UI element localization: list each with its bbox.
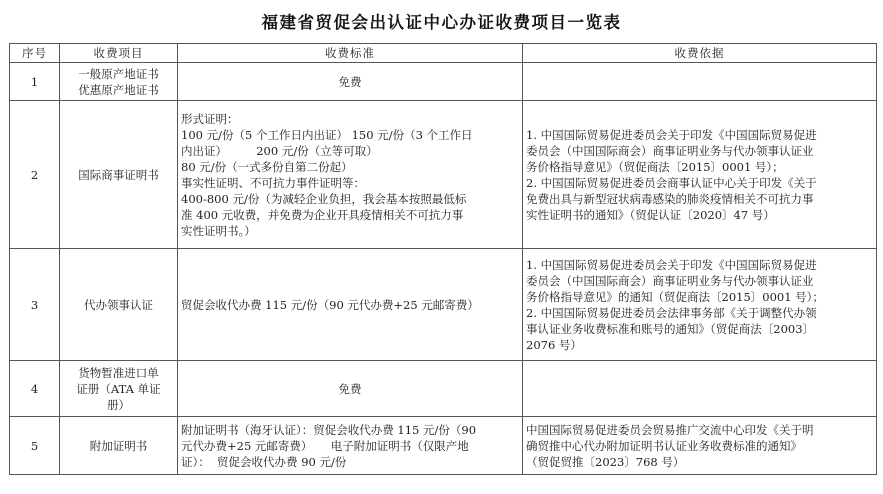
- fee-standard-line: 100 元/份（5 个工作日内出证） 150 元/份（3 个工作日: [181, 127, 473, 142]
- fee-standard-line: 贸促会收代办费 115 元/份（90 元代办费+25 元邮寄费）: [181, 297, 479, 312]
- fee-basis: [523, 101, 877, 249]
- fee-standard-line: 证）： 贸促会收代办费 90 元/份: [181, 454, 347, 469]
- fee-standard: [178, 361, 523, 417]
- fee-basis: [523, 63, 877, 101]
- fee-basis-line: 1. 中国国际贸易促进委员会关于印发《中国国际贸易促进: [526, 127, 817, 142]
- fee-standard-line: 附加证明书（海牙认证）：贸促会收代办费 115 元/份（90: [181, 422, 477, 437]
- fee-item-line: 货物暂准进口单: [78, 365, 159, 380]
- fee-basis-line: 务价格指导意见》（贸促商法〔2015〕0001 号）；: [526, 159, 784, 174]
- fee-basis: [523, 361, 877, 417]
- fee-standard-line: 内出证） 200 元/份（立等可取）: [181, 143, 378, 158]
- row-no: 2: [10, 101, 60, 249]
- header-no: 序号: [10, 44, 60, 63]
- fee-basis-line: 2. 中国国际贸易促进委员会商事认证中心关于印发《关于: [526, 175, 817, 190]
- fee-basis-line: 中国国际贸易促进委员会贸易推广交流中心印发《关于明: [526, 422, 814, 437]
- fee-basis-line: 委员会（中国国际商会）商事证明业务与代办领事认证业: [526, 143, 814, 158]
- fee-item-line: 册）: [107, 397, 130, 412]
- fee-item: [60, 417, 178, 475]
- row-no: 1: [10, 63, 60, 101]
- page-title: 福建省贸促会出认证中心办证收费项目一览表: [261, 13, 622, 32]
- fee-basis-line: 实性证明书的通知》（贸促认证〔2020〕47 号）: [526, 207, 775, 222]
- fee-standard-line: 80 元/份（一式多份自第二份起）: [181, 159, 353, 174]
- fee-basis-line: 务价格指导意见》的通知（贸促商法〔2015〕0001 号）；: [526, 289, 824, 304]
- fee-item-line: 一般原产地证书: [78, 66, 159, 81]
- table-row: [10, 417, 877, 475]
- fee-item-line: 国际商事证明书: [78, 167, 159, 182]
- fee-item-line: 证册（ATA 单证: [76, 381, 161, 396]
- header-basis: 收费依据: [523, 44, 877, 63]
- header-standard: 收费标准: [178, 44, 523, 63]
- fee-standard-line: 事实性证明、不可抗力事件证明等：: [181, 175, 365, 190]
- fee-standard-line: 准 400 元收费，并免费为企业开具疫情相关不可抗力事: [181, 207, 464, 222]
- fee-basis-line: 事认证业务收费标准和账号的通知》（贸促商法〔2003〕: [526, 321, 815, 336]
- fee-basis-line: 委员会（中国国际商会）商事证明业务与代办领事认证业: [526, 273, 814, 288]
- fee-standard-line: 实性证明书。）: [181, 223, 256, 238]
- fee-standard: [178, 101, 523, 249]
- fee-item-line: 代办领事认证: [84, 297, 153, 312]
- fee-standard-line: 400-800 元/份（为减轻企业负担，我会基本按照最低标: [181, 191, 467, 206]
- header-item: 收费项目: [60, 44, 178, 63]
- fee-basis-line: 免费出具与新型冠状病毒感染的肺炎疫情相关不可抗力事: [526, 191, 814, 206]
- fee-basis-line: （贸促贸推〔2023〕768 号）: [526, 454, 685, 469]
- fee-standard: [178, 63, 523, 101]
- row-no: 3: [10, 249, 60, 361]
- table-row: [10, 249, 877, 361]
- fee-basis-line: 2. 中国国际贸易促进委员会法律事务部《关于调整代办领: [526, 305, 817, 320]
- row-no: 5: [10, 417, 60, 475]
- fee-basis-line: 1. 中国国际贸易促进委员会关于印发《中国国际贸易促进: [526, 257, 817, 272]
- fee-basis: [523, 249, 877, 361]
- fee-standard-line: 元代办费+25 元邮寄费） 电子附加证明书（仅限产地: [181, 438, 469, 453]
- fee-standard: [178, 417, 523, 475]
- fee-standard-line: 形式证明：: [181, 111, 239, 126]
- fee-item-line: 附加证明书: [89, 438, 148, 453]
- fee-basis-line: 确贸推中心代办附加证明书认证业务收费标准的通知》: [526, 438, 802, 453]
- table-header-row: [10, 44, 877, 63]
- fee-table: [9, 43, 877, 475]
- table-row: [10, 63, 877, 101]
- fee-item: [60, 101, 178, 249]
- fee-standard: [178, 249, 523, 361]
- fee-basis-line: 2076 号）: [526, 337, 582, 352]
- table-row: [10, 361, 877, 417]
- row-no: 4: [10, 361, 60, 417]
- table-row: [10, 101, 877, 249]
- fee-standard-line: 免费: [338, 74, 362, 89]
- fee-basis: [523, 417, 877, 475]
- fee-item: [60, 249, 178, 361]
- fee-item: [60, 63, 178, 101]
- fee-standard-line: 免费: [338, 381, 362, 396]
- fee-item: [60, 361, 178, 417]
- fee-item-line: 优惠原产地证书: [78, 82, 159, 97]
